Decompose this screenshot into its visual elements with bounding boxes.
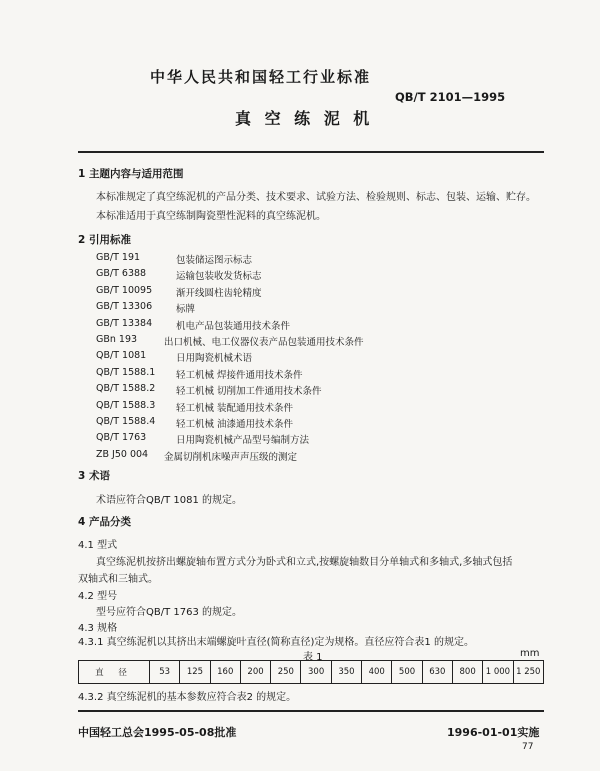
table-cell: 500 — [392, 661, 422, 684]
table-1-unit: mm — [520, 648, 540, 659]
reference-item — [96, 268, 426, 284]
table-1-caption: 表 1 — [303, 652, 323, 663]
table-cell: 300 — [301, 661, 331, 684]
reference-code: QB/T 1588.3 — [96, 399, 156, 411]
section-4-1-heading: 4.1 型式 — [78, 540, 118, 551]
table-row — [79, 661, 544, 684]
reference-item — [96, 416, 426, 432]
reference-title: 日用陶瓷机械术语 — [176, 353, 253, 365]
reference-code: GB/T 13384 — [96, 317, 153, 329]
section-2-heading: 2 引用标准 — [78, 234, 131, 246]
reference-code: QB/T 1763 — [96, 432, 147, 444]
reference-title: 轻工机械 油漆通用技术条件 — [176, 418, 294, 430]
table-cell: 125 — [180, 661, 210, 684]
table-cell: 250 — [271, 661, 301, 684]
section-1-paragraph-1: 本标准规定了真空练泥机的产品分类、技术要求、试验方法、检验规则、标志、包装、运输、贮存。 — [96, 192, 536, 203]
reference-item — [96, 367, 426, 383]
reference-item — [96, 285, 426, 301]
footer-rule — [78, 710, 544, 712]
reference-code: ZB J50 004 — [96, 448, 149, 460]
section-3-paragraph: 术语应符合QB/T 1081 的规定。 — [96, 495, 243, 506]
reference-code: GB/T 191 — [96, 252, 141, 263]
section-4-3-heading: 4.3 规格 — [78, 623, 118, 634]
section-3-heading: 3 术语 — [78, 470, 110, 482]
reference-title: 日用陶瓷机械产品型号编制方法 — [176, 435, 310, 447]
table-cell: 200 — [240, 661, 270, 684]
implementation-date: 1996-01-01实施 — [447, 726, 540, 739]
section-4-3-2-paragraph: 4.3.2 真空练泥机的基本参数应符合表2 的规定。 — [78, 692, 297, 703]
approval-line: 中国轻工总会1995-05-08批准 — [78, 726, 237, 739]
section-4-3-1-paragraph: 4.3.1 真空练泥机以其挤出末端螺旋叶直径(简称直径)定为规格。直径应符合表1 的规定。 — [78, 637, 474, 648]
reference-item — [96, 318, 426, 334]
section-4-1-paragraph-1: 真空练泥机按挤出螺旋轴布置方式分为卧式和立式,按螺旋轴数目分单轴式和多轴式,多轴式包括 — [96, 557, 513, 568]
table-cell: 630 — [422, 661, 452, 684]
reference-title: 轻工机械 焊接件通用技术条件 — [176, 369, 303, 381]
standard-code: QB/T 2101—1995 — [395, 90, 506, 104]
table-cell: 800 — [452, 661, 482, 684]
reference-title: 轻工机械 装配通用技术条件 — [176, 402, 294, 414]
table-cell: 350 — [331, 661, 361, 684]
reference-item — [96, 432, 426, 448]
table-row-label: 直 径 — [79, 661, 150, 684]
reference-code: GB/T 13306 — [96, 301, 153, 313]
reference-code: GB/T 6388 — [96, 268, 147, 280]
header-rule — [78, 151, 544, 153]
reference-title: 金属切削机床噪声声压级的测定 — [164, 451, 298, 463]
reference-code: QB/T 1588.1 — [96, 366, 156, 378]
table-cell: 53 — [150, 661, 180, 684]
reference-title: 出口机械、电工仪器仪表产品包装通用技术条件 — [164, 336, 364, 348]
reference-item — [96, 350, 426, 366]
table-cell: 1 000 — [483, 661, 513, 684]
section-4-2-paragraph: 型号应符合QB/T 1763 的规定。 — [96, 607, 243, 618]
reference-title: 机电产品包装通用技术条件 — [176, 320, 291, 332]
reference-item — [96, 383, 426, 399]
section-4-2-heading: 4.2 型号 — [78, 591, 118, 602]
reference-title: 运输包装收发货标志 — [176, 271, 262, 283]
section-1-paragraph-2: 本标准适用于真空练制陶瓷塑性泥料的真空练泥机。 — [96, 211, 326, 222]
section-4-1-paragraph-2: 双轴式和三轴式。 — [78, 574, 158, 585]
reference-code: QB/T 1588.4 — [96, 415, 156, 427]
reference-item — [96, 301, 426, 317]
reference-title: 渐开线圆柱齿轮精度 — [176, 287, 262, 299]
reference-title: 轻工机械 切削加工件通用技术条件 — [176, 386, 322, 398]
reference-title: 包装储运图示标志 — [176, 255, 253, 266]
standard-organization: 中华人民共和国轻工行业标准 — [150, 68, 372, 86]
reference-title: 标牌 — [176, 304, 196, 316]
table-cell: 400 — [362, 661, 392, 684]
table-cell: 1 250 — [513, 661, 543, 684]
reference-code: QB/T 1588.2 — [96, 383, 156, 395]
page-number: 77 — [522, 742, 534, 752]
table-cell: 160 — [210, 661, 240, 684]
reference-item — [96, 252, 426, 268]
reference-item — [96, 449, 426, 465]
reference-item — [96, 400, 426, 416]
reference-code: QB/T 1081 — [96, 350, 147, 362]
reference-code: GB/T 10095 — [96, 284, 153, 296]
reference-code: GBn 193 — [96, 333, 138, 345]
section-1-heading: 1 主题内容与适用范围 — [78, 168, 184, 180]
document-title: 真 空 练 泥 机 — [235, 109, 374, 128]
section-4-heading: 4 产品分类 — [78, 516, 131, 528]
reference-item — [96, 334, 426, 350]
reference-list — [96, 252, 426, 465]
table-1 — [78, 660, 544, 684]
